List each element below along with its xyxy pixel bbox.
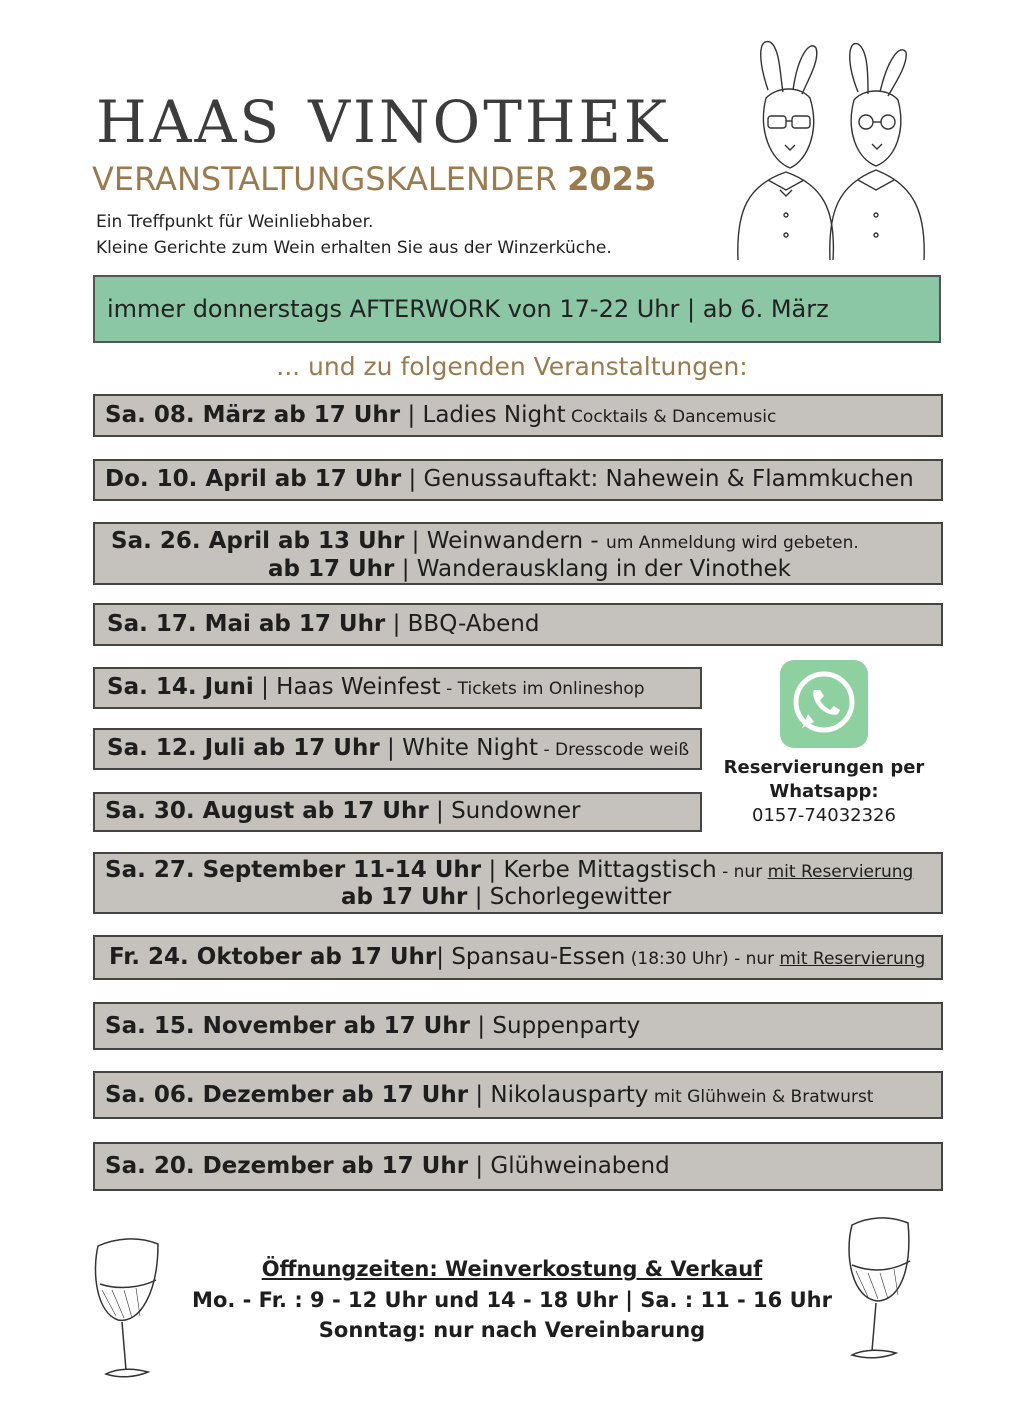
event-row: Sa. 30. August ab 17 Uhr | Sundowner [93,792,702,832]
bunnies-illustration-icon [728,30,928,260]
whatsapp-label-2: Whatsapp: [769,781,879,802]
event-row: Sa. 14. Juni | Haas Weinfest - Tickets im Onlineshop [93,667,702,709]
event-row: Sa. 08. März ab 17 Uhr | Ladies Night Cocktails & Dancemusic [93,394,943,437]
event-row: Sa. 12. Juli ab 17 Uhr | White Night - Dresscode weiß [93,728,702,770]
page-title: HAAS VINOTHEK [96,88,671,156]
tagline-2: Kleine Gerichte zum Wein erhalten Sie aus der Winzerküche. [96,238,612,258]
tagline-1: Ein Treffpunkt für Weinliebhaber. [96,212,374,232]
opening-hours-title: Öffnungzeiten: Weinverkostung & Verkauf [261,1257,763,1281]
subtitle: VERANSTALTUNGSKALENDER 2025 [92,160,657,198]
opening-hours-weekdays: Mo. - Fr. : 9 - 12 Uhr und 14 - 18 Uhr | Sa. : 11 - 16 Uhr [192,1288,832,1312]
event-row: Sa. 20. Dezember ab 17 Uhr | Glühweinabend [93,1142,943,1191]
event-row: Fr. 24. Oktober ab 17 Uhr| Spansau-Essen (18:30 Uhr) - nur mit Reservierung [93,935,943,980]
event-row: Sa. 26. April ab 13 Uhr | Weinwandern - um Anmeldung wird gebeten. ab 17 Uhr | Wanderausklang in der Vinothek [93,522,943,585]
event-row: Sa. 15. November ab 17 Uhr | Suppenparty [93,1002,943,1050]
opening-hours-sunday: Sonntag: nur nach Vereinbarung [318,1318,706,1342]
afterwork-banner: immer donnerstags AFTERWORK von 17-22 Uhr | ab 6. März [93,275,941,343]
event-row: Sa. 17. Mai ab 17 Uhr | BBQ-Abend [93,603,943,646]
event-row: Do. 10. April ab 17 Uhr | Genussauftakt: Nahewein & Flammkuchen [93,459,943,501]
event-row: Sa. 27. September 11-14 Uhr | Kerbe Mittagstisch - nur mit Reservierung ab 17 Uhr | Schorlegewitter [93,852,943,914]
event-row: Sa. 06. Dezember ab 17 Uhr | Nikolausparty mit Glühwein & Bratwurst [93,1071,943,1119]
whatsapp-icon[interactable] [780,660,868,748]
whatsapp-phone[interactable]: 0157-74032326 [752,805,896,826]
events-intro: ... und zu folgenden Veranstaltungen: [276,352,748,381]
whatsapp-label: Reservierungen per [723,757,925,778]
